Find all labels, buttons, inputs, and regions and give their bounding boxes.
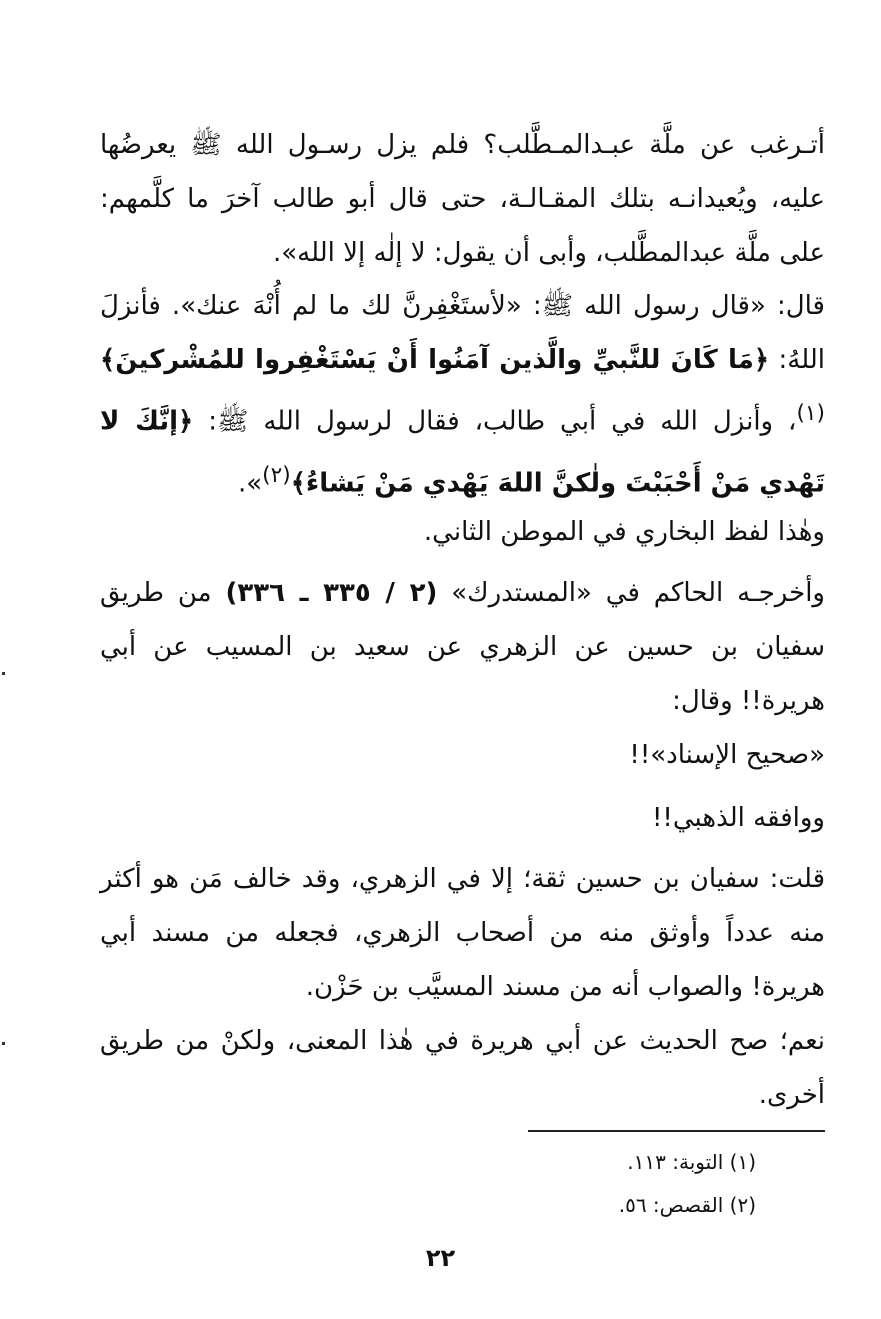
paragraph-2-text-c: ». xyxy=(237,468,263,499)
paragraph-8 xyxy=(100,1014,825,1122)
footnote-2: (٢) القصص: ٥٦. xyxy=(618,1193,756,1217)
quran-verse-2: ﴿إنَّكَ لا تَهْدي مَنْ أَحْبَبْتَ ولٰكنَّ اللهَ يَهْدي مَنْ يَشاءُ﴾ xyxy=(100,406,825,499)
paragraph-2-text-b: ، وأنزل الله في أبي طالب، فقال لرسول الله ﷺ: xyxy=(193,406,797,437)
paragraph-8-text: نعم؛ صح الحديث عن أبي هريرة في هٰذا المعنى، ولكنْ من طريق أخرى. xyxy=(100,1026,825,1110)
paragraph-3 xyxy=(100,505,825,559)
scan-edge-mark xyxy=(2,1042,5,1045)
paragraph-3-text: وهٰذا لفظ البخاري في الموطن الثاني. xyxy=(423,517,825,547)
paragraph-6-text: ووافقه الذهبي!! xyxy=(652,803,825,833)
paragraph-4-text-b: من طريق سفيان بن حسين عن الزهري عن سعيد بن المسيب عن أبي هريرة!! وقال: xyxy=(100,578,825,716)
paragraph-6 xyxy=(100,791,825,845)
paragraph-4 xyxy=(100,566,825,728)
paragraph-2-text-a: قال: «قال رسول الله ﷺ: «لأستَغْفِرنَّ لك ما لم أُنْهَ عنك». فأنزلَ اللهُ: xyxy=(100,291,825,375)
citation-reference: (٢ / ٣٣٥ ـ ٣٣٦) xyxy=(225,578,438,608)
footnote-ref-2: (٢) xyxy=(262,462,291,488)
paragraph-2 xyxy=(100,279,825,510)
page-number: ٢٢ xyxy=(425,1244,456,1272)
scan-edge-mark xyxy=(2,672,5,675)
quran-verse-1: ﴿مَا كَانَ للنَّبيِّ والَّذين آمَنُوا أَنْ يَسْتَغْفِروا للمُشْركينَ﴾ xyxy=(100,345,770,375)
paragraph-5-text: «صحيح الإسناد»!! xyxy=(629,740,825,770)
footnote-ref-1: (١) xyxy=(796,401,825,426)
paragraph-4-text-a: وأخرجـه الحاكم في «المستدرك» xyxy=(437,578,825,608)
footnote-divider xyxy=(528,1130,825,1132)
footnote-1: (١) التوبة: ١١٣. xyxy=(627,1150,756,1174)
paragraph-7-text: قلت: سفيان بن حسين ثقة؛ إلا في الزهري، وقد خالف مَن هو أكثر منه عدداً وأوثق منه من أصحاب الزهري، فجعله من مسند أبي هريرة! والصواب أنه من مسند المسيَّب بن حَزْن. xyxy=(100,864,825,1002)
paragraph-7 xyxy=(100,852,825,1014)
paragraph-1-text: أتـرغب عن ملَّة عبـدالمـطَّلب؟ فلم يزل رسـول الله ﷺ يعرضُها عليه، ويُعيدانـه بتلك المقـالـة، حتى قال أبو طالب آخرَ ما كلَّمهم: على ملَّة عبدالمطَّلب، وأبى أن يقول: لا إلٰه إلا الله». xyxy=(100,130,825,268)
paragraph-5 xyxy=(100,728,825,782)
paragraph-1 xyxy=(100,118,825,280)
